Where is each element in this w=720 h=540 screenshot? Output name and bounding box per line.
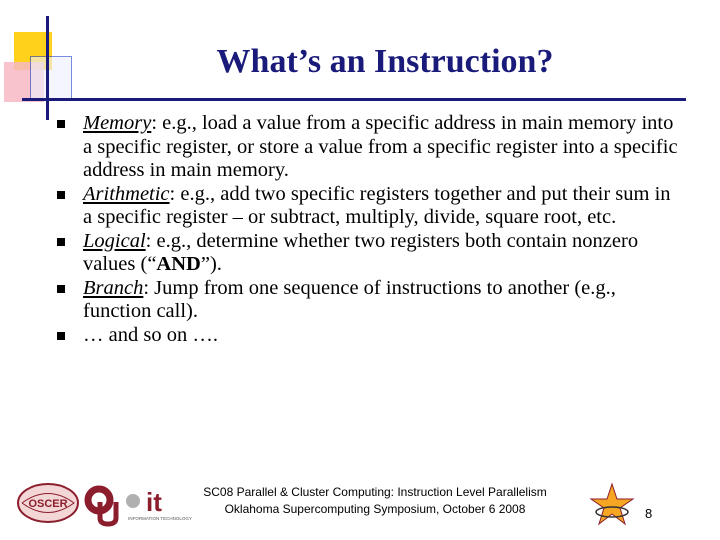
bullet-text: : Jump from one sequence of instructions to another (e.g., function call). [83,276,616,322]
square-bullet-icon [57,238,65,246]
bullet-memory [60,112,680,183]
bullet-and-so-on [60,324,680,348]
decor-vertical-rule [46,16,49,120]
keyword-memory: Memory [83,112,152,134]
keyword-arithmetic: Arithmetic [83,182,170,205]
it-logo [124,484,192,526]
bullet-text: ”). [200,253,222,275]
square-bullet-icon [57,332,65,340]
oscer-logo [16,482,80,524]
keyword-branch: Branch [83,276,144,299]
bullet-text: : e.g., determine whether two registers both contain nonzero values (“ [83,229,639,275]
decor-horizontal-rule [22,98,686,101]
bullet-text: : e.g., add two specific registers together and put their sum in a specific register – or subtract, multiply, divide, square root, etc. [83,182,671,228]
bullet-text: : e.g., load a value from a specific address in main memory into a specific register, or store a value from a specific register into a specific address in main memory. [83,112,678,181]
square-bullet-icon [57,120,65,128]
bullet-logical [60,230,680,277]
bullet-list [60,112,680,347]
bullet-bold-and: AND [156,253,201,275]
square-bullet-icon [57,285,65,293]
oscer-logo-text: OSCER [28,498,68,510]
bullet-text: … and so on …. [83,323,218,346]
bullet-arithmetic [60,183,680,230]
slide-title: What’s an Instruction? [216,43,554,80]
footer-line-1: SC08 Parallel & Cluster Computing: Instruction Level Parallelism [203,485,547,499]
footer-line-2: Oklahoma Supercomputing Symposium, October 6 2008 [224,502,526,516]
footer-text [180,484,570,518]
sc08-star-logo [590,482,634,528]
decor-blue-square [30,56,72,100]
page-number: 8 [645,506,653,521]
bullet-branch [60,277,680,324]
it-logo-text: it [146,487,162,517]
keyword-logical: Logical [83,229,146,252]
square-bullet-icon [57,191,65,199]
ou-logo [84,484,120,526]
it-logo-subtext: INFORMATION TECHNOLOGY [128,516,192,521]
